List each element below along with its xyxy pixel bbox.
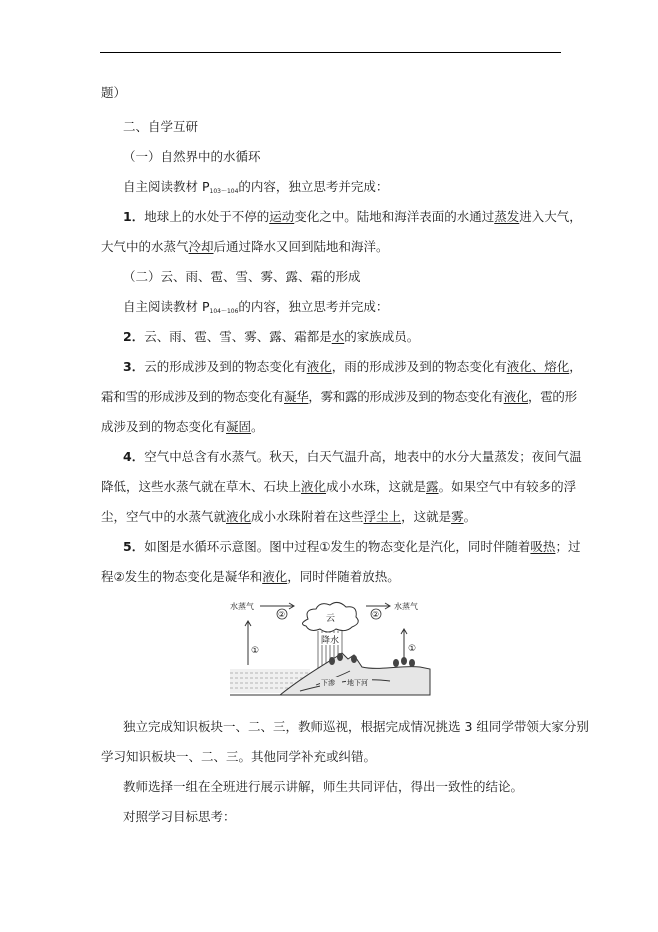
answer-blank: 液化 — [262, 569, 288, 584]
item-2: 2．云、雨、雹、雪、雾、露、霜都是水的家族成员。 — [123, 329, 420, 344]
subsection-title-1: （一）自然界中的水循环 — [123, 149, 261, 164]
vapor-left-label: 水蒸气 — [230, 602, 254, 611]
circle2-left: ② — [278, 610, 286, 619]
para-2: 教师选择一组在全班进行展示讲解，师生共同评估，得出一致性的结论。 — [123, 779, 524, 794]
answer-blank: 蒸发 — [494, 209, 520, 224]
item-1-line-1: 1．地球上的水处于不停的运动变化之中。陆地和海洋表面的水通过蒸发进入大气， — [123, 209, 582, 224]
circle1-right: ① — [408, 644, 417, 654]
continued-text: 题） — [101, 85, 127, 100]
answer-blank: 露 — [426, 479, 439, 494]
answer-blank: 水 — [331, 329, 345, 344]
para-1-line-1: 独立完成知识板块一、二、三，教师巡视，根据完成情况挑选 3 组同学带领大家分别 — [123, 719, 589, 734]
item-3-line-2: 霜和雪的形成涉及到的物态变化有凝华，雾和露的形成涉及到的物态变化有液化，雹的形 — [101, 389, 577, 404]
subsection-title-2: （二）云、雨、雹、雪、雾、露、霜的形成 — [123, 269, 361, 284]
header-rule — [100, 52, 561, 53]
answer-blank: 运动 — [269, 209, 295, 224]
rain-label: 降水 — [321, 636, 340, 646]
answer-blank: 浮尘上 — [363, 509, 402, 524]
arrow-left-up — [245, 621, 251, 665]
arrow-left-top — [260, 603, 294, 609]
item-4-line-1: 4．空气中总含有水蒸气。秋天，白天气温升高，地表中的水分大量蒸发；夜间气温 — [123, 449, 582, 464]
section-title: 二、自学互研 — [123, 119, 199, 134]
arrow-right-top — [366, 603, 390, 609]
answer-blank: 液化 — [301, 479, 327, 494]
item-4-line-3: 尘，空气中的水蒸气就液化成小水珠附着在这些浮尘上，这就是雾。 — [101, 509, 477, 524]
answer-blank: 液化 — [226, 509, 252, 524]
item-3-line-3: 成涉及到的物态变化有凝固。 — [101, 419, 264, 434]
para-1-line-2: 学习知识板块一、二、三。其他同学补充或纠错。 — [101, 749, 377, 764]
reading-instruction-2: 自主阅读教材 $P_{104\sim 106}$的内容，独立思考并完成： — [123, 299, 389, 315]
circle1-left: ① — [251, 646, 260, 656]
item-1-line-2: 大气中的水蒸气冷却后通过降水又回到陆地和海洋。 — [101, 239, 389, 254]
item-4-line-2: 降低，这些水蒸气就在草木、石块上液化成小水珠，这就是露。如果空气中有较多的浮 — [101, 479, 577, 494]
answer-blank: 液化 — [306, 359, 332, 374]
answer-blank: 凝固 — [226, 419, 252, 434]
item-3-line-1: 3．云的形成涉及到的物态变化有液化，雨的形成涉及到的物态变化有液化、熔化， — [123, 359, 582, 374]
item-5-line-2: 程②发生的物态变化是凝华和液化，同时伴随着放热。 — [101, 569, 400, 584]
answer-blank: 液化、熔化 — [506, 359, 570, 374]
item-5-line-1: 5．如图是水循环示意图。图中过程①发生的物态变化是汽化，同时伴随着吸热；过 — [123, 539, 581, 554]
circle2-right: ② — [372, 610, 380, 619]
answer-blank: 冷却 — [188, 239, 214, 254]
infiltration-label: 下渗 — [321, 679, 335, 687]
underground-river-label: 地下河 — [347, 679, 368, 687]
water-cycle-diagram — [220, 597, 440, 702]
vapor-right-label: 水蒸气 — [394, 602, 418, 611]
answer-blank: 液化 — [503, 389, 529, 404]
answer-blank: 雾 — [451, 509, 464, 524]
para-3: 对照学习目标思考： — [123, 809, 236, 824]
answer-blank: 凝华 — [284, 389, 309, 404]
cloud-label: 云 — [326, 614, 336, 624]
reading-instruction-1: 自主阅读教材 $P_{103\sim 104}$的内容，独立思考并完成： — [123, 179, 389, 195]
answer-blank: 吸热 — [530, 539, 556, 554]
